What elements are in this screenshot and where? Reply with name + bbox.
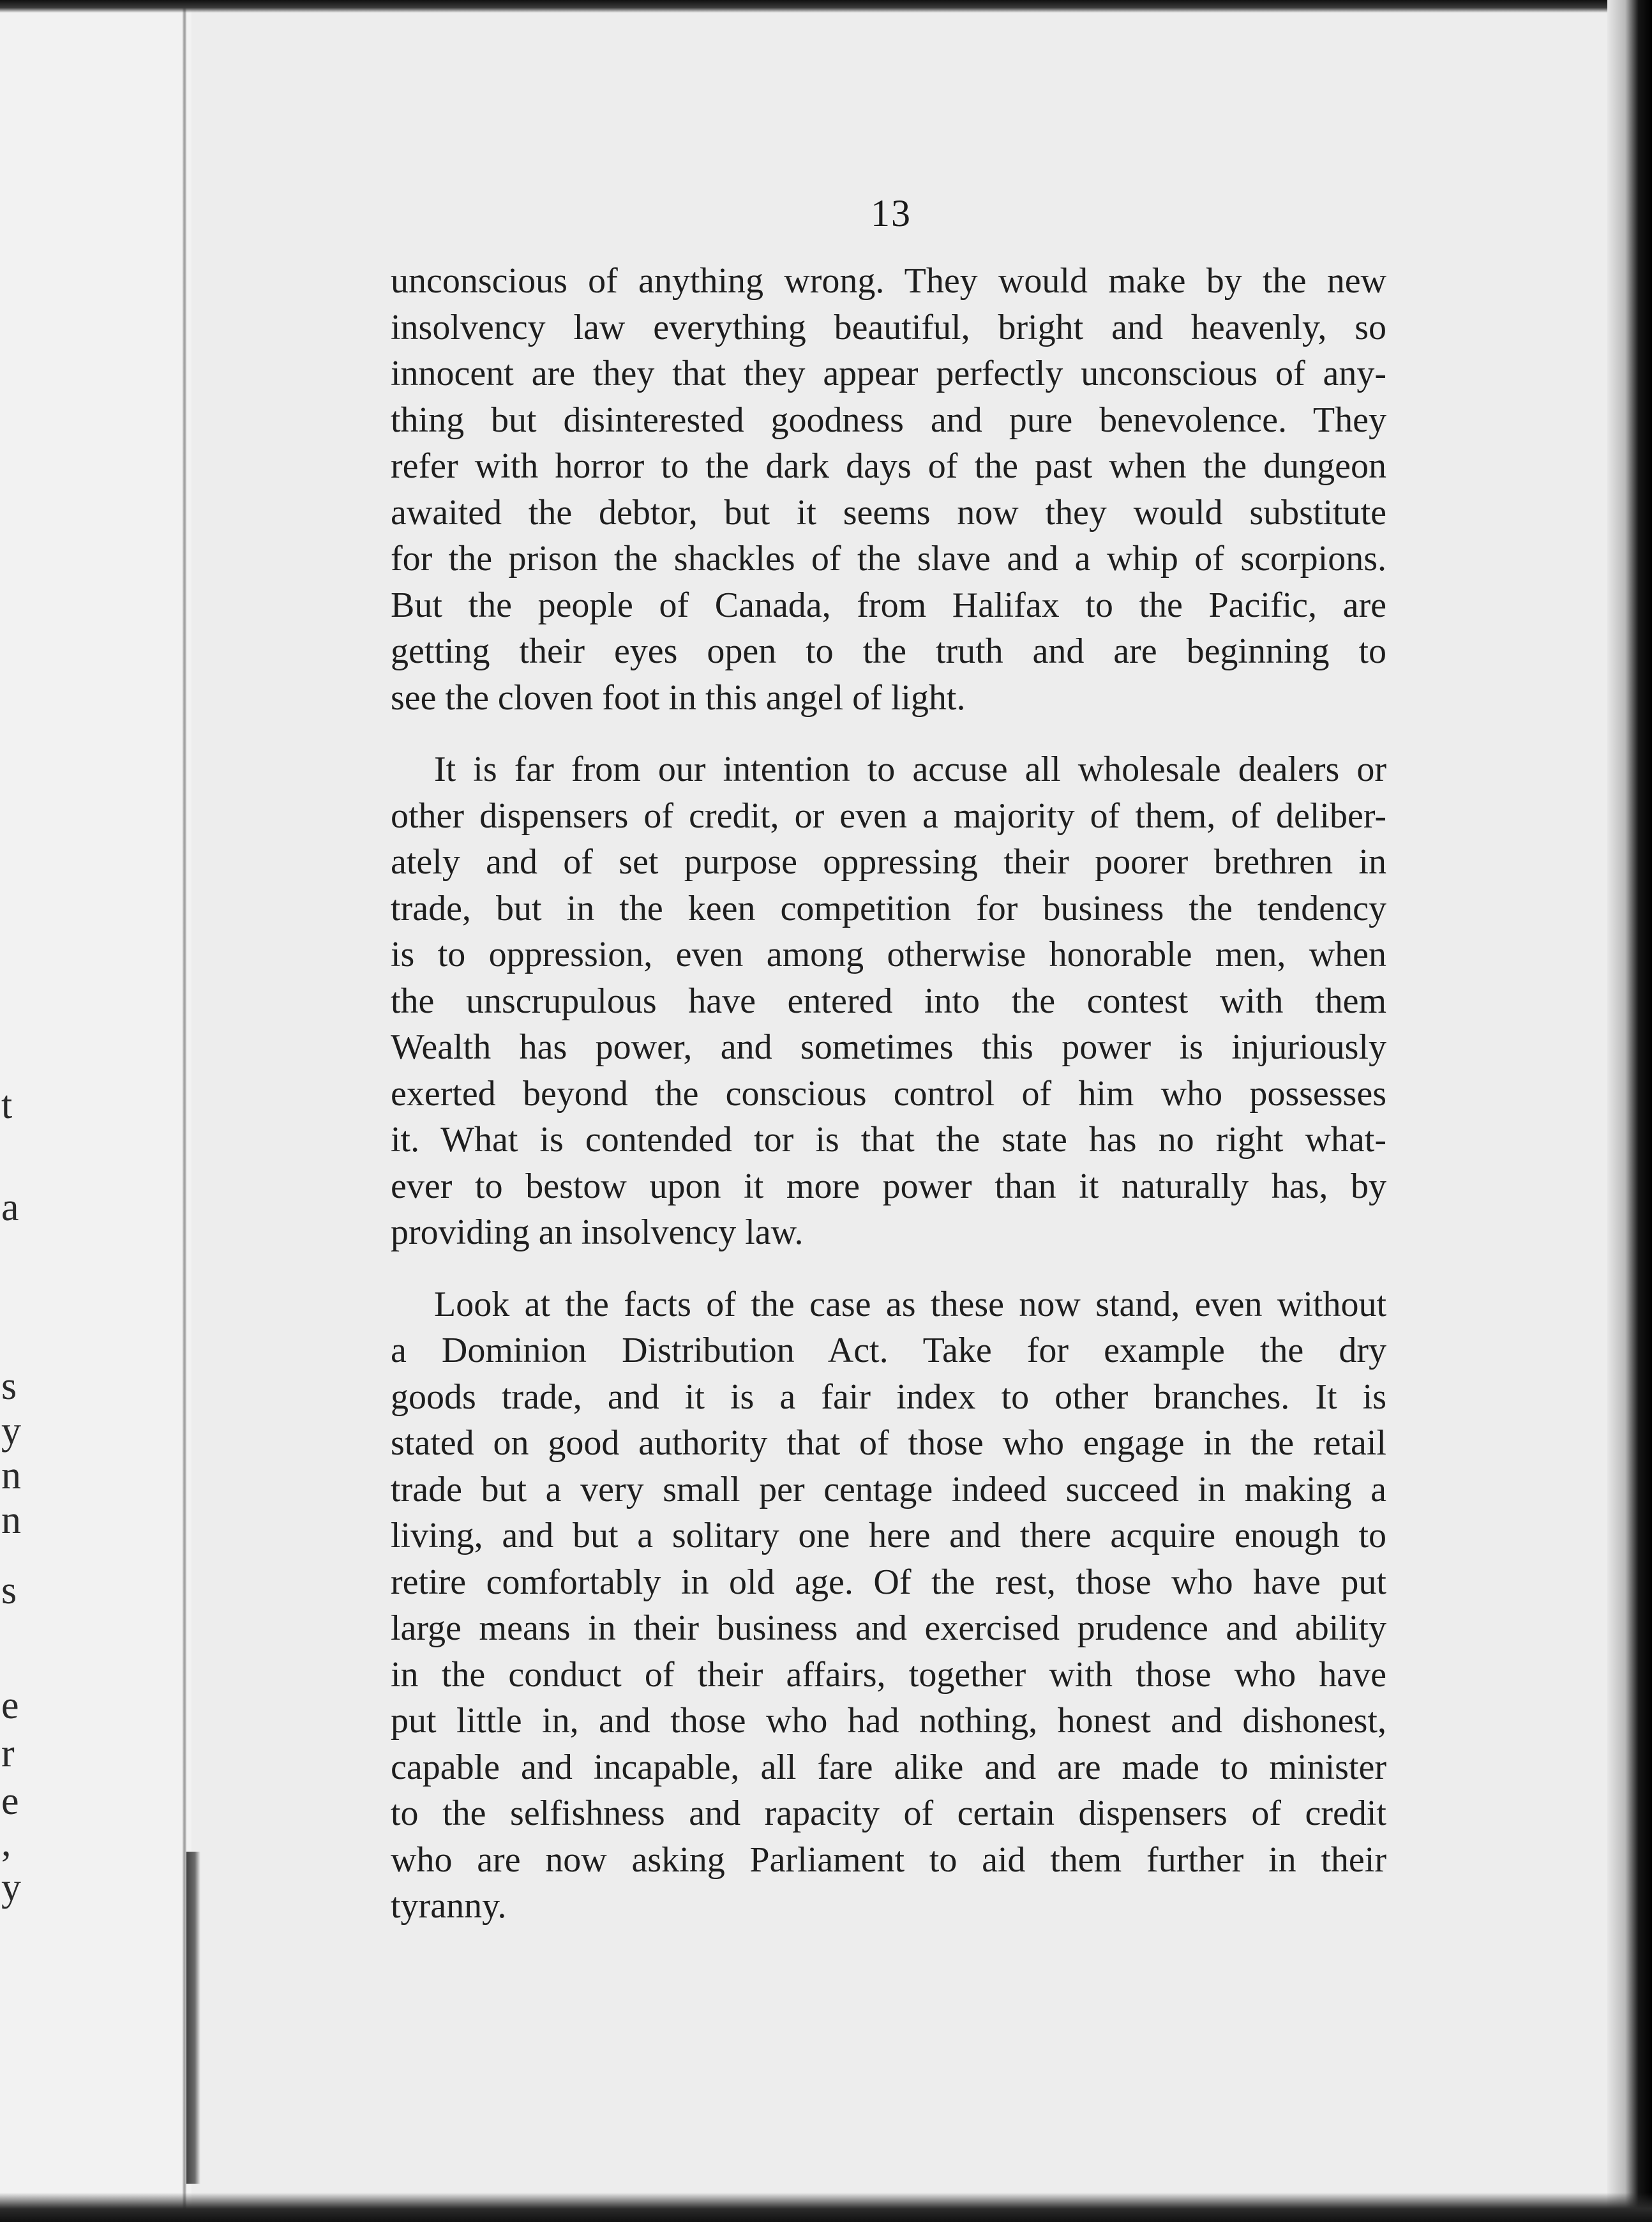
margin-fragment: n xyxy=(1,1499,21,1542)
margin-fragment: , xyxy=(1,1821,11,1864)
text-line: ately and of set purpose oppressing their poorer brethren in xyxy=(391,842,1386,882)
text-line: in the conduct of their affairs, together with those who have xyxy=(391,1654,1386,1695)
margin-fragment: s xyxy=(1,1364,17,1408)
previous-page-edge xyxy=(0,0,191,2222)
text-line: other dispensers of credit, or even a majority of them, of deliber- xyxy=(391,796,1386,836)
paragraph xyxy=(391,1281,1386,1930)
margin-fragment: t xyxy=(1,1084,13,1127)
text-line: is to oppression, even among otherwise honorable men, when xyxy=(391,935,1386,974)
margin-fragment: n xyxy=(1,1454,21,1497)
text-line: unconscious of anything wrong. They would make by the new xyxy=(391,261,1386,301)
text-line: But the people of Canada, from Halifax to the Pacific, are xyxy=(391,585,1386,625)
text-line: goods trade, and it is a fair index to other branches. It is xyxy=(391,1377,1386,1417)
text-line: stated on good authority that of those who engage in the retail xyxy=(391,1423,1386,1463)
text-line: living, and but a solitary one here and there acquire enough to xyxy=(391,1516,1386,1555)
text-line: trade, but in the keen competition for business the tendency xyxy=(391,888,1386,928)
text-line: a Dominion Distribution Act. Take for example the dry xyxy=(391,1331,1386,1370)
text-line: retire comfortably in old age. Of the rest, those who have put xyxy=(391,1562,1386,1602)
text-line: large means in their business and exercised prudence and ability xyxy=(391,1608,1386,1648)
text-line: thing but disinterested goodness and pure benevolence. They xyxy=(391,400,1386,440)
text-line: It is far from our intention to accuse all wholesale dealers or xyxy=(434,750,1386,789)
text-line: see the cloven foot in this angel of light. xyxy=(391,677,966,718)
text-line: capable and incapable, all fare alike and are made to minister xyxy=(391,1747,1386,1787)
text-line: exerted beyond the conscious control of him who possesses xyxy=(391,1073,1386,1114)
text-line: insolvency law everything beautiful, bright and heavenly, so xyxy=(391,307,1386,347)
margin-fragment: y xyxy=(1,1409,21,1453)
margin-fragment: r xyxy=(1,1732,15,1775)
text-line: Look at the facts of the case as these now stand, even without xyxy=(434,1284,1386,1324)
text-line: awaited the debtor, but it seems now they would substitute xyxy=(391,492,1386,533)
paragraph xyxy=(391,258,1386,721)
text-line: Wealth has power, and sometimes this power is injuriously xyxy=(391,1027,1386,1067)
text-line: for the prison the shackles of the slave and a whip of scorpions. xyxy=(391,539,1386,578)
text-line: to the selfishness and rapacity of certain dispensers of credit xyxy=(391,1794,1386,1833)
bottom-scan-border xyxy=(0,2193,1652,2222)
text-line: providing an insolvency law. xyxy=(391,1213,804,1252)
text-line: tyranny. xyxy=(391,1886,507,1926)
text-line: innocent are they that they appear perfectly unconscious of any- xyxy=(391,354,1386,393)
text-line: refer with horror to the dark days of the past when the dungeon xyxy=(391,446,1386,486)
text-line: getting their eyes open to the truth and are beginning to xyxy=(391,631,1386,671)
margin-fragment: s xyxy=(1,1569,17,1612)
margin-fragment: a xyxy=(1,1186,19,1229)
text-line: the unscrupulous have entered into the contest with them xyxy=(391,981,1386,1021)
text-line: it. What is contended tor is that the state has no right what- xyxy=(391,1120,1386,1160)
text-line: trade but a very small per centage indeed succeed in making a xyxy=(391,1469,1386,1509)
margin-fragment: e xyxy=(1,1684,19,1727)
text-line: who are now asking Parliament to aid them further in their xyxy=(391,1840,1386,1880)
margin-fragment: y xyxy=(1,1866,21,1909)
top-scan-border xyxy=(0,0,1652,13)
binding-shadow xyxy=(186,1852,200,2184)
right-scan-border xyxy=(1607,0,1652,2222)
text-line: ever to bestow upon it more power than it naturally has, by xyxy=(391,1166,1386,1206)
margin-fragment: e xyxy=(1,1780,19,1823)
body-text xyxy=(391,258,1386,1930)
page-number: 13 xyxy=(871,192,912,234)
text-line: put little in, and those who had nothing, honest and dishonest, xyxy=(391,1701,1386,1741)
paragraph xyxy=(391,746,1386,1256)
